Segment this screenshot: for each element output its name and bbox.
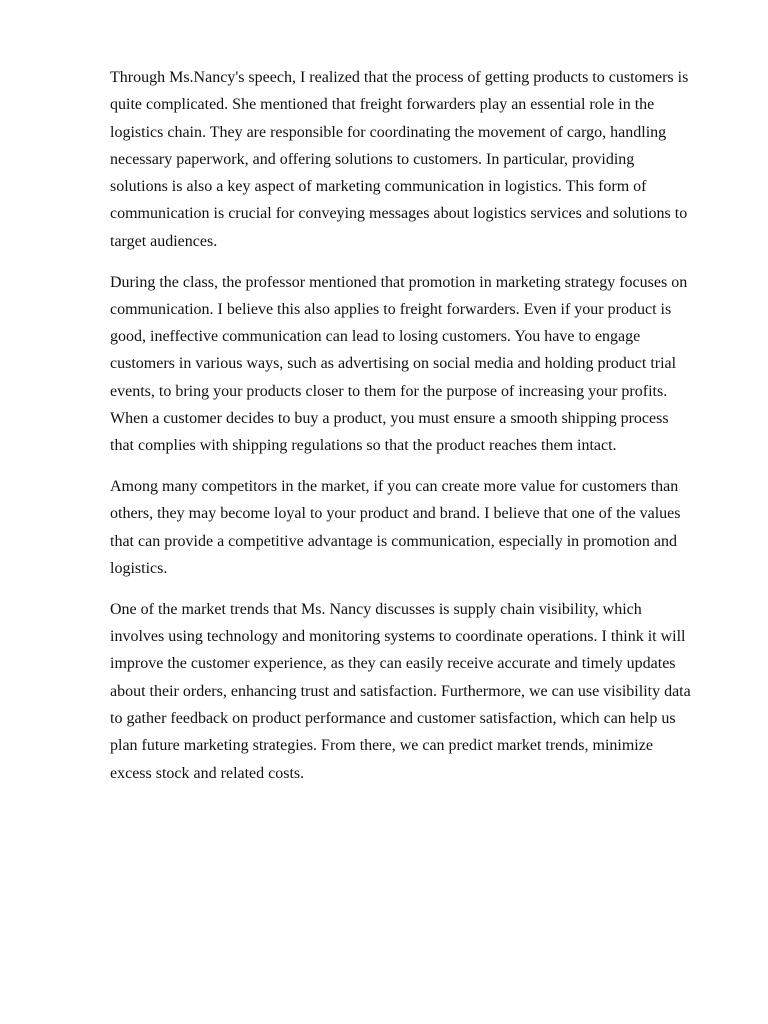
- paragraph-supply-chain-visibility: One of the market trends that Ms. Nancy discusses is supply chain visibility, which involves using technology and monitoring systems to coordinate operations. I think it will improve the customer experience, as they can easily receive accurate and timely updates about their orders, enhancing trust and satisfaction. Furthermore, we can use visibility data to gather feedback on product performance and customer satisfaction, which can help us plan future marketing strategies. From there, we can predict market trends, minimize excess stock and related costs.: [110, 600, 691, 782]
- paragraph-promotion-communication: During the class, the professor mentioned that promotion in marketing strategy focuses on communication. I believe this also applies to freight forwarders. Even if your product is good, ineffective communication can lead to losing customers. You have to engage customers in various ways, such as advertising on social media and holding product trial events, to bring your products closer to them for the purpose of increasing your profits. When a customer decides to buy a product, you must ensure a smooth shipping process that complies with shipping regulations so that the product reaches them intact.: [110, 273, 688, 455]
- document-body: [110, 64, 696, 800]
- paragraph-speech-summary: Through Ms.Nancy's speech, I realized that the process of getting products to customers is quite complicated. She mentioned that freight forwarders play an essential role in the logistics chain. They are responsible for coordinating the movement of cargo, handling necessary paperwork, and offering solutions to customers. In particular, providing solutions is also a key aspect of marketing communication in logistics. This form of communication is crucial for conveying messages about logistics services and solutions to target audiences.: [110, 69, 689, 250]
- paragraph-competitive-advantage: Among many competitors in the market, if you can create more value for customers than others, they may become loyal to your product and brand. I believe that one of the values that can provide a competitive advantage is communication, especially in promotion and logistics.: [110, 478, 681, 578]
